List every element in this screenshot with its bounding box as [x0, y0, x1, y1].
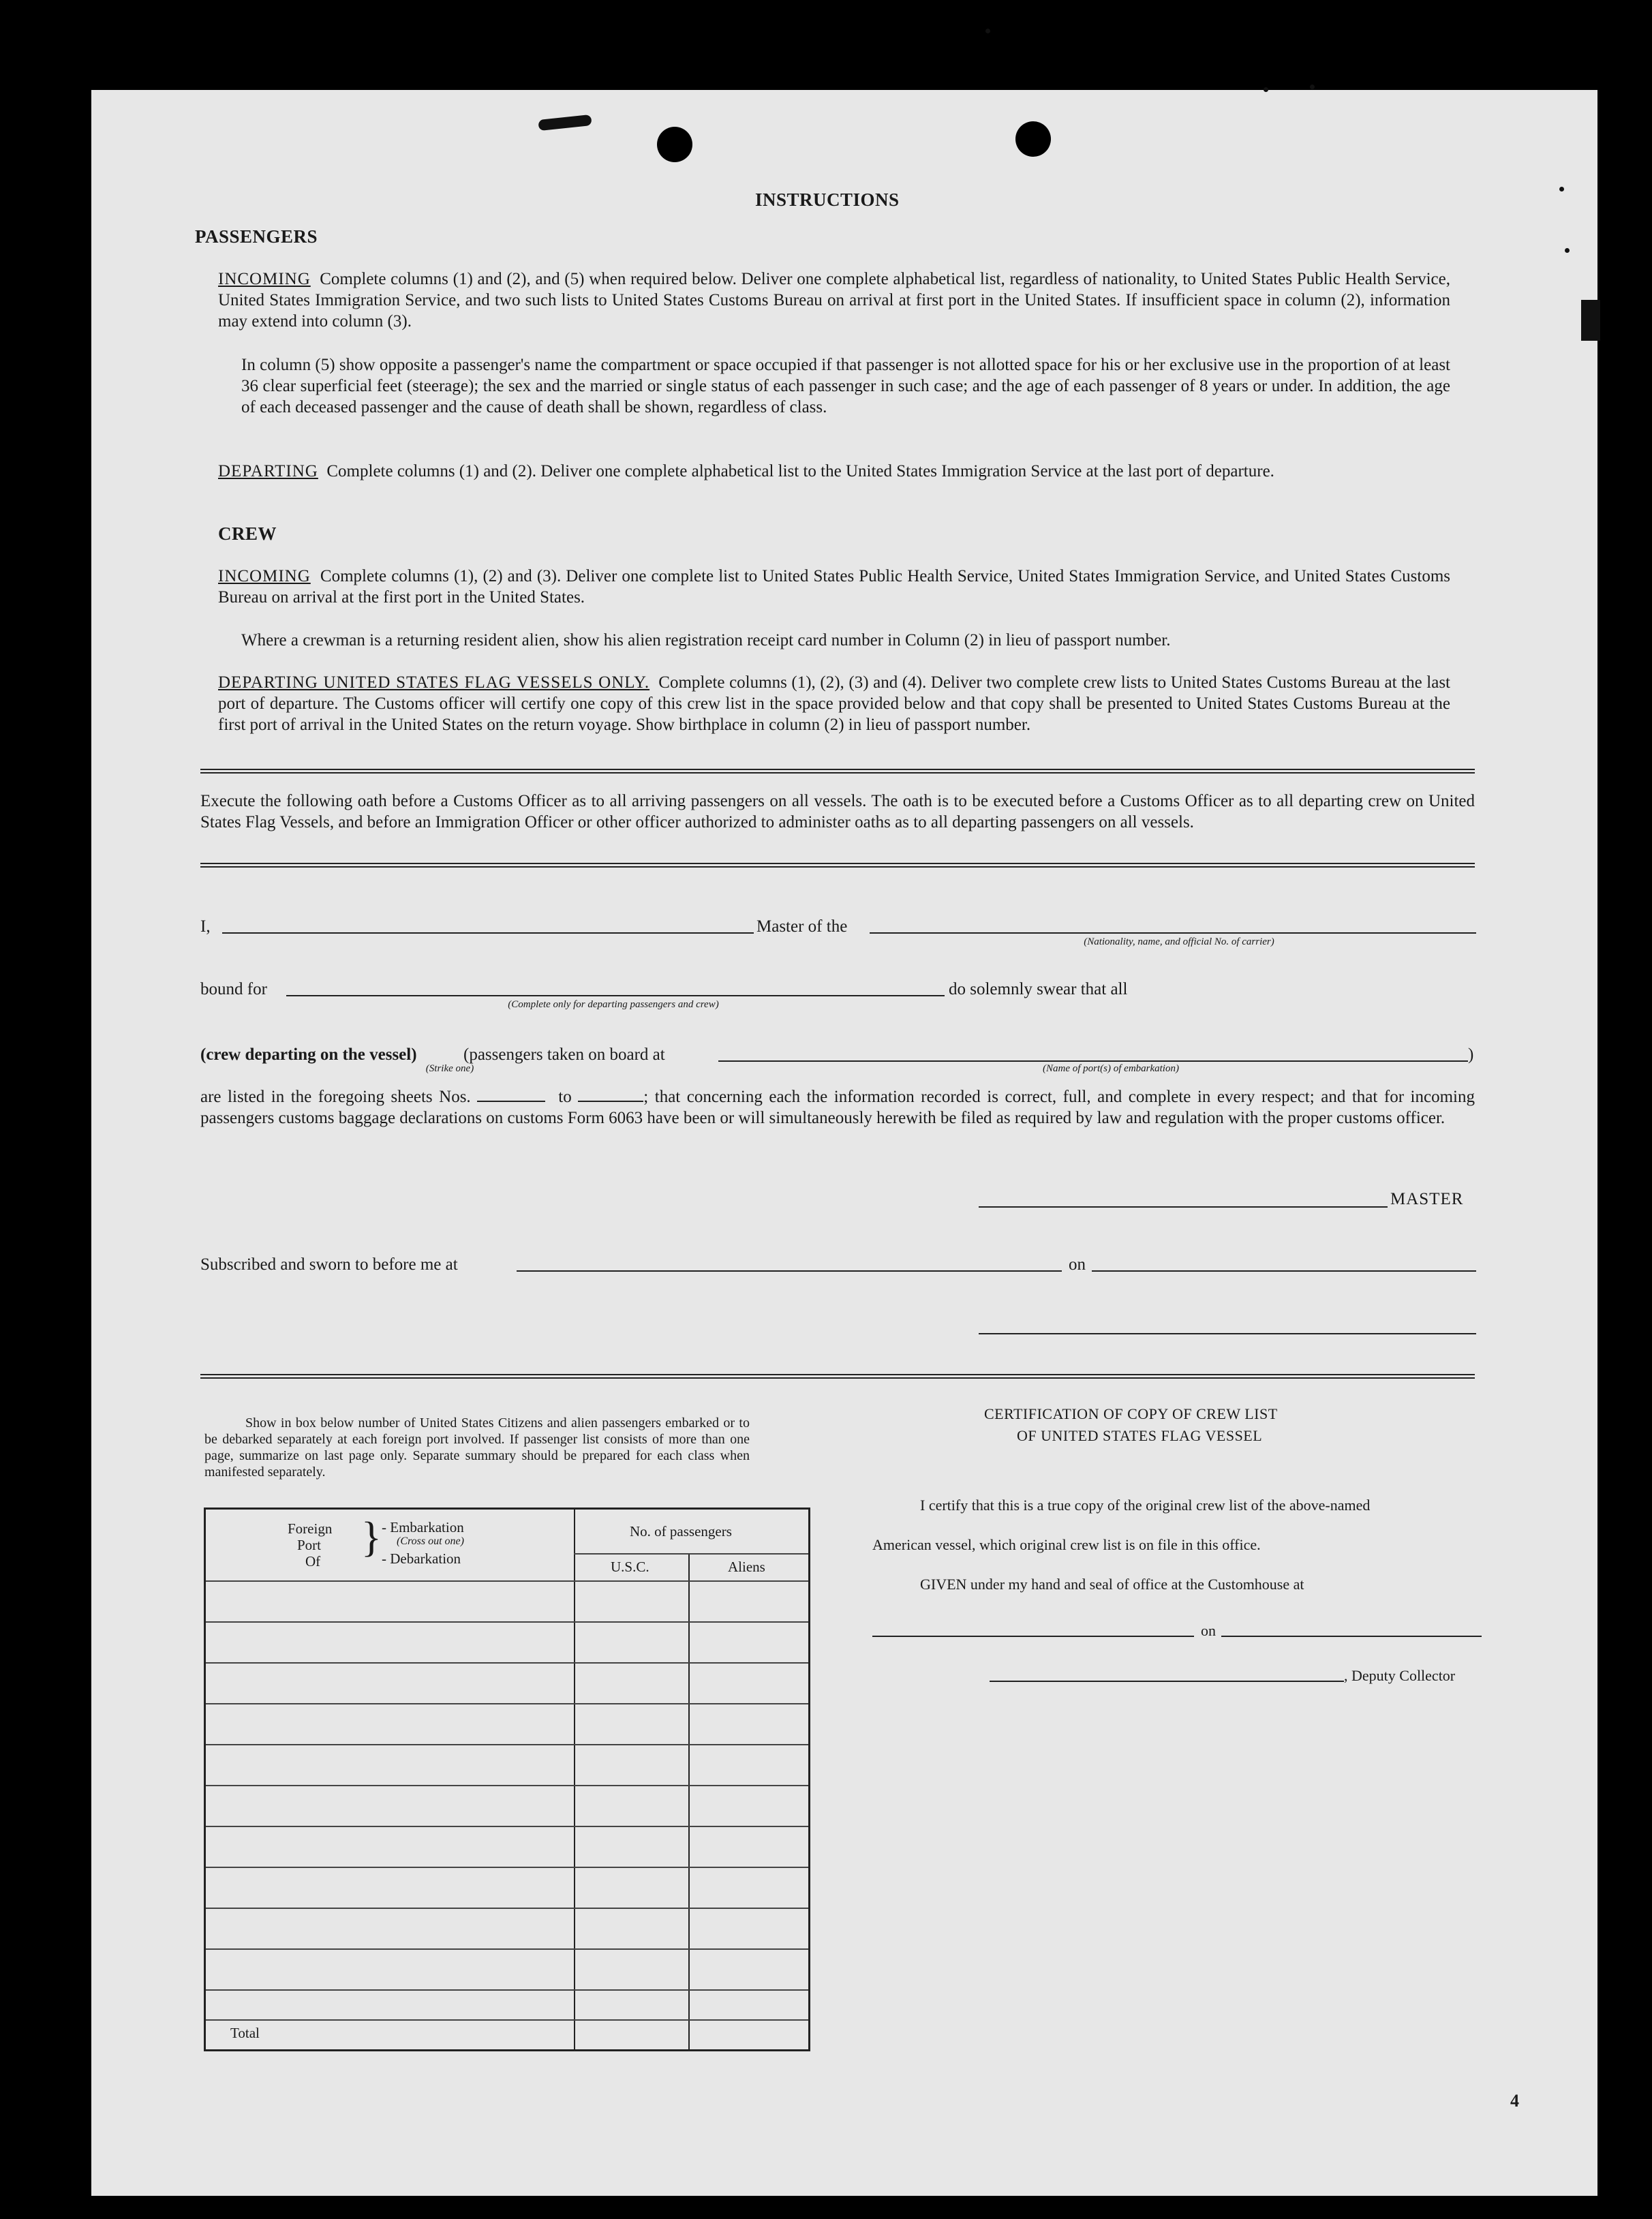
- bound-for-field[interactable]: [286, 995, 945, 996]
- crew-incoming-text: Complete columns (1), (2) and (3). Deliver one complete list to United States Public Health Service, United States Immigration Service, and United States Customs Bureau on arrival at the first port in the United States.: [218, 567, 1450, 607]
- carrier-caption: (Nationality, name, and official No. of carrier): [1084, 936, 1274, 947]
- cert-title-line-2: OF UNITED STATES FLAG VESSEL: [1017, 1427, 1263, 1444]
- master-label: MASTER: [1390, 1190, 1464, 1208]
- edge-tear: [1581, 300, 1600, 341]
- passengers-heading: PASSENGERS: [195, 226, 318, 247]
- instructions-title: INSTRUCTIONS: [755, 189, 900, 210]
- bound-for-caption: (Complete only for departing passengers and crew): [508, 999, 719, 1010]
- embarkation-ports-field[interactable]: [718, 1060, 1468, 1062]
- deputy-collector-signature-field[interactable]: [990, 1681, 1344, 1682]
- passengers-departing-text: Complete columns (1) and (2). Deliver one complete alphabetical list to the United States Immigration Service at the last port of departure.: [326, 462, 1274, 480]
- foreign-label: Foreign: [288, 1520, 333, 1537]
- debarkation-label: - Debarkation: [382, 1550, 461, 1567]
- sheet-from-field[interactable]: [477, 1087, 545, 1102]
- carrier-field[interactable]: [870, 932, 1476, 934]
- usc-header: U.S.C.: [611, 1559, 649, 1575]
- cert-date-field[interactable]: [1221, 1636, 1482, 1637]
- swear-text: do solemnly swear that all: [949, 980, 1128, 998]
- table-col-divider: [574, 1510, 575, 2049]
- passenger-summary-table: [204, 1508, 810, 2051]
- bound-for-label: bound for: [200, 980, 267, 998]
- divider: [200, 1374, 1475, 1379]
- punch-hole-left: [657, 127, 692, 162]
- table-header-divider: [206, 1580, 808, 1582]
- ports-caption: (Name of port(s) of embarkation): [1043, 1063, 1179, 1074]
- speck: [1264, 87, 1268, 92]
- table-row-divider: [206, 1948, 808, 1950]
- no-of-passengers-header: No. of passengers: [630, 1523, 732, 1540]
- summary-instructions: Show in box below number of United States Citizens and alien passengers embarked or to be debarked separately at each foreign port involved. If passenger list consists of more than one page, summarize on last page only. Separate summary should be prepared for each class when manifested separately.: [204, 1415, 750, 1480]
- table-row-divider: [206, 1662, 808, 1664]
- table-row-divider: [206, 1621, 808, 1623]
- of-label: Of: [305, 1553, 321, 1570]
- speck: [985, 29, 990, 33]
- sworn-place-field[interactable]: [517, 1270, 1062, 1272]
- table-row-divider: [206, 1785, 808, 1786]
- cert-place-field[interactable]: [872, 1636, 1194, 1637]
- passengers-departing-paragraph: [218, 461, 1450, 482]
- cert-on-label: on: [1201, 1622, 1216, 1639]
- sworn-on-label: on: [1069, 1255, 1086, 1274]
- table-col-divider: [688, 1553, 690, 2049]
- crew-incoming-paragraph: [218, 566, 1450, 608]
- crew-departing-label: DEPARTING UNITED STATES FLAG VESSELS ONLY.: [218, 673, 650, 692]
- total-label: Total: [230, 2025, 260, 2041]
- cert-statement-3: GIVEN under my hand and seal of office at the Customhouse at: [920, 1576, 1304, 1593]
- passengers-departing-label: DEPARTING: [218, 462, 318, 480]
- cert-statement-1: I certify that this is a true copy of the original crew list of the above-named: [920, 1497, 1371, 1514]
- table-row-divider: [206, 1703, 808, 1704]
- table-row-divider: [206, 1989, 808, 1991]
- brace: }: [361, 1514, 382, 1561]
- page-number: 4: [1510, 2091, 1519, 2111]
- table-row-divider: [206, 1867, 808, 1868]
- aliens-header: Aliens: [728, 1559, 765, 1575]
- table-row-divider: [206, 1744, 808, 1745]
- master-of-the-label: Master of the: [756, 917, 848, 936]
- table-row-divider: [574, 1553, 808, 1555]
- cert-title-line-1: CERTIFICATION OF COPY OF CREW LIST: [984, 1405, 1278, 1422]
- strike-one-caption: (Strike one): [425, 1063, 474, 1074]
- crew-incoming-label: INCOMING: [218, 567, 311, 585]
- passengers-incoming-label: INCOMING: [218, 270, 311, 288]
- crew-departing-paragraph: [218, 672, 1450, 735]
- master-name-field[interactable]: [222, 932, 754, 934]
- speck: [1310, 85, 1315, 89]
- speck: [1565, 248, 1570, 253]
- divider: [200, 863, 1475, 868]
- table-row-divider: [206, 1826, 808, 1827]
- sheets-paragraph: are listed in the foregoing sheets Nos. to ; that concerning each the information recorded is correct, full, and complete in every respect; and that for incoming passengers customs baggage declarations on customs Form 6063 have been or will simultaneously herewith be filed as required by law and regulation with the proper customs officer.: [200, 1088, 1475, 1127]
- crew-heading: CREW: [218, 523, 277, 544]
- column5-paragraph: In column (5) show opposite a passenger's name the compartment or space occupied if that passenger is not allotted space for his or her exclusive use in the proportion of at least 36 clear superficial feet (steerage); the sex and the married or single status of each passenger in such case; and the age of each passenger of 8 years or under. In addition, the age of each deceased passenger and the cause of death shall be shown, regardless of class.: [241, 356, 1450, 416]
- oath-i: I,: [200, 917, 211, 936]
- passengers-incoming-paragraph: [218, 269, 1450, 332]
- deputy-collector-label: , Deputy Collector: [1344, 1667, 1456, 1684]
- sheet-to-field[interactable]: [578, 1087, 643, 1102]
- speck: [1559, 187, 1564, 192]
- port-label: Port: [297, 1537, 322, 1553]
- cert-statement-2: American vessel, which original crew list is on file in this office.: [872, 1536, 1261, 1553]
- sworn-date-field[interactable]: [1092, 1270, 1476, 1272]
- close-paren: ): [1468, 1045, 1474, 1064]
- crew-departing-option: (crew departing on the vessel): [200, 1045, 417, 1064]
- officer-signature-field[interactable]: [979, 1333, 1476, 1334]
- embarkation-label: - Embarkation: [382, 1519, 464, 1535]
- divider: [200, 769, 1475, 774]
- table-total-divider: [206, 2019, 808, 2021]
- passengers-taken-option: (passengers taken on board at: [463, 1045, 665, 1064]
- crew-departing-text: Complete columns (1), (2), (3) and (4). Deliver two complete crew lists to United States Customs Bureau at the last port of departure. The Customs officer will certify one copy of this crew list in the space provided below and that copy shall be presented to United States Customs Bureau at the first port of arrival in the United States on the return voyage. Show birthplace in column (2) in lieu of passport number.: [218, 673, 1451, 734]
- oath-instructions: Execute the following oath before a Customs Officer as to all arriving passengers on all vessels. The oath is to be executed before a Customs Officer as to all departing crew on United States Flag Vessels, and before an Immigration Officer or other officer authorized to administer oaths as to all departing passengers on all vessels.: [200, 792, 1475, 831]
- master-signature-field[interactable]: [979, 1206, 1388, 1208]
- subscribed-label: Subscribed and sworn to before me at: [200, 1255, 458, 1274]
- cross-out-caption: (Cross out one): [397, 1535, 464, 1547]
- punch-hole-right: [1015, 121, 1051, 157]
- passengers-incoming-text: Complete columns (1) and (2), and (5) when required below. Deliver one complete alphabetical list, regardless of nationality, to United States Public Health Service, United States Immigration Service, and two such lists to United States Customs Bureau on arrival at first port in the United States. If insufficient space in column (2), information may extend into column (3).: [218, 270, 1451, 331]
- table-row-divider: [206, 1908, 808, 1909]
- crewman-paragraph: Where a crewman is a returning resident alien, show his alien registration receipt card number in Column (2) in lieu of passport number.: [241, 631, 1171, 649]
